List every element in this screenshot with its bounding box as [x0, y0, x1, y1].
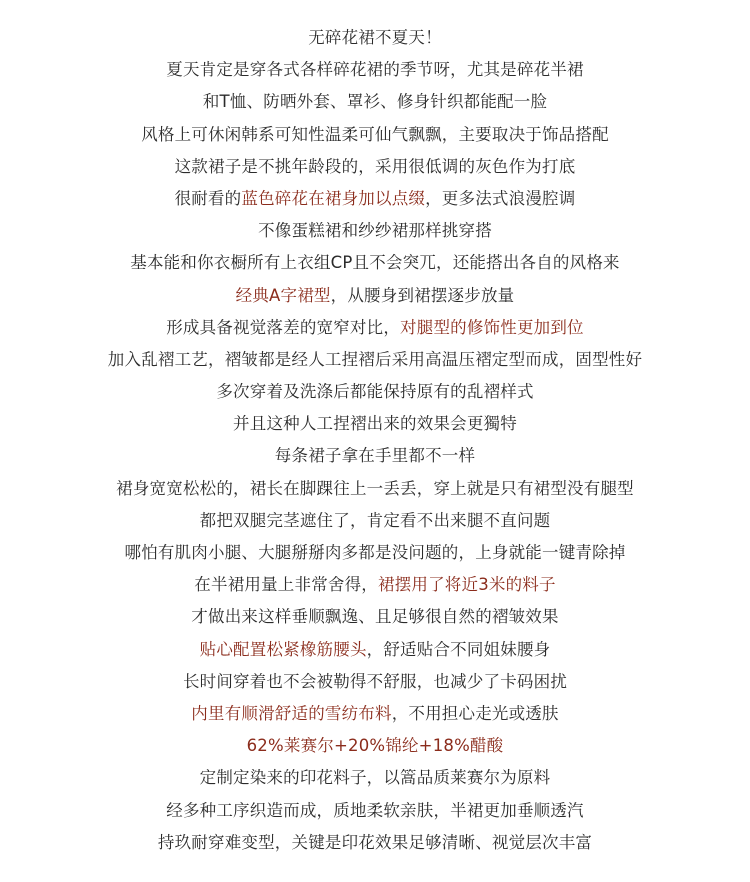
text-segment: 经多种工序织造而成，质地柔软亲肤，半裙更加垂顺透汽: [166, 800, 584, 820]
text-segment: 这款裙子是不挑年龄段的，采用很低调的灰色作为打底: [174, 156, 576, 176]
text-segment: 长时间穿着也不会被勒得不舒服，也减少了卡码困扰: [182, 671, 568, 691]
description-line: [0, 569, 750, 601]
highlight-text: 对腿型的修饰性更加到位: [400, 317, 584, 337]
text-segment: 在半裙用量上非常舍得，: [194, 575, 378, 595]
description-line: [0, 312, 750, 344]
text-segment: 基本能和你衣橱所有上衣组CP且不会突兀，还能搭出各自的风格来: [130, 253, 620, 273]
text-segment: 不像蛋糕裙和纱纱裙那样挑穿搭: [258, 221, 492, 241]
text-segment: 才做出来这样垂顺飘逸、且足够很自然的褶皱效果: [191, 607, 559, 627]
description-line: [0, 247, 750, 279]
description-line: [0, 376, 750, 408]
description-line: [0, 280, 750, 312]
highlight-text: 裙摆用了将近3米的料子: [378, 575, 556, 595]
highlight-text: 62%莱赛尔+20%锦纶+18%醋酸: [246, 736, 504, 756]
text-segment: 都把双腿完茎遮住了，肯定看不出来腿不直问题: [199, 510, 551, 530]
description-line: [0, 666, 750, 698]
description-line: [0, 505, 750, 537]
text-segment: 并且这种人工捏褶出来的效果会更獨特: [233, 414, 517, 434]
description-line: [0, 54, 750, 86]
description-line: [0, 183, 750, 215]
description-line: [0, 86, 750, 118]
description-line: [0, 22, 750, 54]
text-segment: ，舒适贴合不同姐妹腰身: [366, 639, 551, 659]
description-line: [0, 408, 750, 440]
description-line: [0, 698, 750, 730]
text-segment: 多次穿着及洗涤后都能保持原有的乱褶样式: [216, 382, 534, 402]
description-line: [0, 827, 750, 859]
text-segment: 每条裙子拿在手里都不一样: [274, 446, 476, 466]
text-segment: 很耐看的: [174, 188, 242, 208]
highlight-text: 内里有顺滑舒适的雪纺布料: [191, 703, 392, 723]
description-line: [0, 215, 750, 247]
text-segment: 形成具备视觉落差的宽窄对比，: [166, 317, 401, 337]
text-segment: 无碎花裙不夏天！: [308, 28, 442, 47]
description-line: [0, 440, 750, 472]
description-line: [0, 119, 750, 151]
text-segment: ，从腰身到裙摆逐步放量: [330, 285, 515, 305]
text-segment: 持玖耐穿难变型，关键是印花效果足够清晰、视觉层次丰富: [157, 832, 593, 852]
text-segment: 定制定染来的印花料子，以篙品质莱赛尔为原料: [199, 768, 551, 788]
text-segment: 加入乱褶工艺，褶皱都是经人工捏褶后采用高温压褶定型而成，固型性好: [107, 349, 643, 369]
text-segment: 裙身宽宽松松的，裙长在脚踝往上一丢丢，穿上就是只有裙型没有腿型: [116, 478, 634, 498]
description-line: [0, 601, 750, 633]
text-segment: 夏天肯定是穿各式各样碎花裙的季节呀，尤其是碎花半裙: [166, 60, 584, 80]
description-line: [0, 730, 750, 762]
description-line: [0, 795, 750, 827]
highlight-text: 贴心配置松紧橡筋腰头: [199, 639, 367, 659]
text-segment: 风格上可休闲韩系可知性温柔可仙气飘飘，主要取决于饰品搭配: [141, 124, 609, 144]
text-segment: 哪怕有肌肉小腿、大腿掰掰肉多都是没问题的，上身就能一键青除掉: [124, 543, 626, 562]
description-line: [0, 634, 750, 666]
description-line: [0, 344, 750, 376]
highlight-text: 蓝色碎花在裙身加以点缀: [241, 188, 426, 208]
description-line: [0, 762, 750, 794]
highlight-text: 经典A字裙型: [235, 285, 331, 305]
text-segment: ，不用担心走光或透肤: [391, 703, 559, 723]
text-segment: 和T恤、防晒外套、罩衫、修身针织都能配一脸: [202, 92, 548, 112]
text-segment: ，更多法式浪漫腔调: [425, 188, 576, 208]
description-line: [0, 537, 750, 569]
description-line: [0, 151, 750, 183]
description-line: [0, 473, 750, 505]
